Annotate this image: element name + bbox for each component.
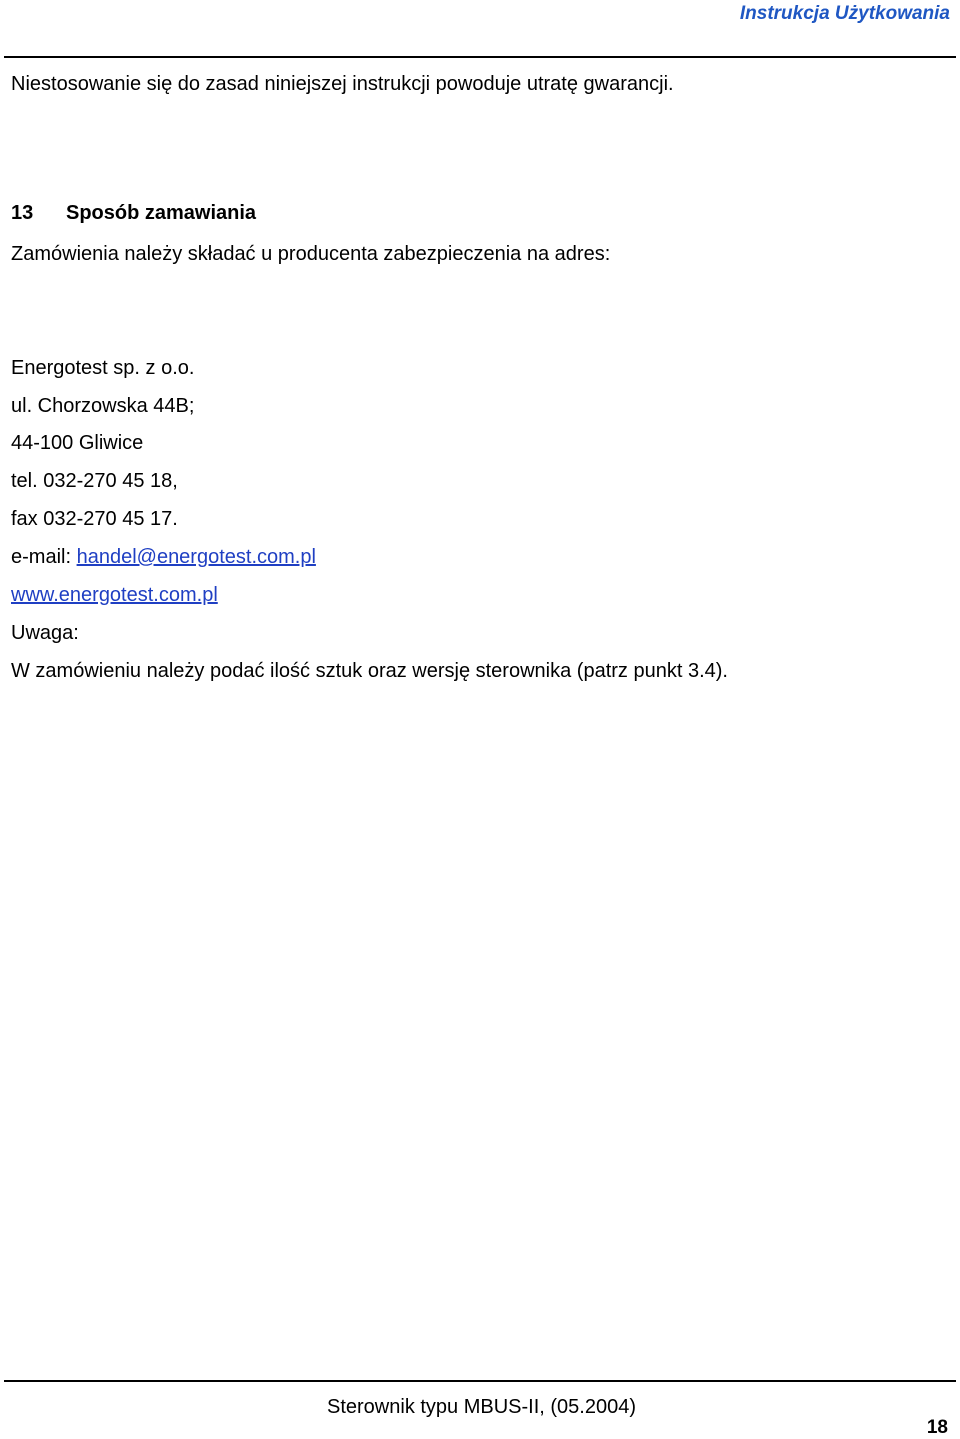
address-city: 44-100 Gliwice xyxy=(11,432,144,454)
address-company: Energotest sp. z o.o. xyxy=(11,357,195,379)
footer-title: Sterownik typu MBUS-II, (05.2004) xyxy=(327,1396,637,1418)
page-number: 18 xyxy=(926,1417,948,1438)
note-label: Uwaga: xyxy=(11,622,79,644)
address-email-line xyxy=(11,546,316,569)
address-fax: fax 032-270 45 17. xyxy=(11,508,178,530)
website-link[interactable]: www.energotest.com.pl xyxy=(11,584,218,606)
section-number: 13 xyxy=(11,202,34,224)
running-header-title: Instrukcja Użytkowania xyxy=(739,3,950,24)
email-label: e-mail: xyxy=(11,546,72,568)
address-tel: tel. 032-270 45 18, xyxy=(11,470,178,492)
section-lead: Zamówienia należy składać u producenta zabezpieczenia na adres: xyxy=(11,243,611,265)
section-title: Sposób zamawiania xyxy=(66,202,257,224)
note-text: W zamówieniu należy podać ilość sztuk oraz wersję sterownika (patrz punkt 3.4). xyxy=(11,660,728,682)
footer-rule xyxy=(4,1380,956,1382)
section-heading xyxy=(11,202,256,225)
header-rule xyxy=(4,56,956,58)
warranty-notice: Niestosowanie się do zasad niniejszej instrukcji powoduje utratę gwarancji. xyxy=(11,73,674,95)
website-line xyxy=(11,584,218,607)
address-street: ul. Chorzowska 44B; xyxy=(11,395,195,417)
email-link[interactable]: handel@energotest.com.pl xyxy=(76,546,316,568)
